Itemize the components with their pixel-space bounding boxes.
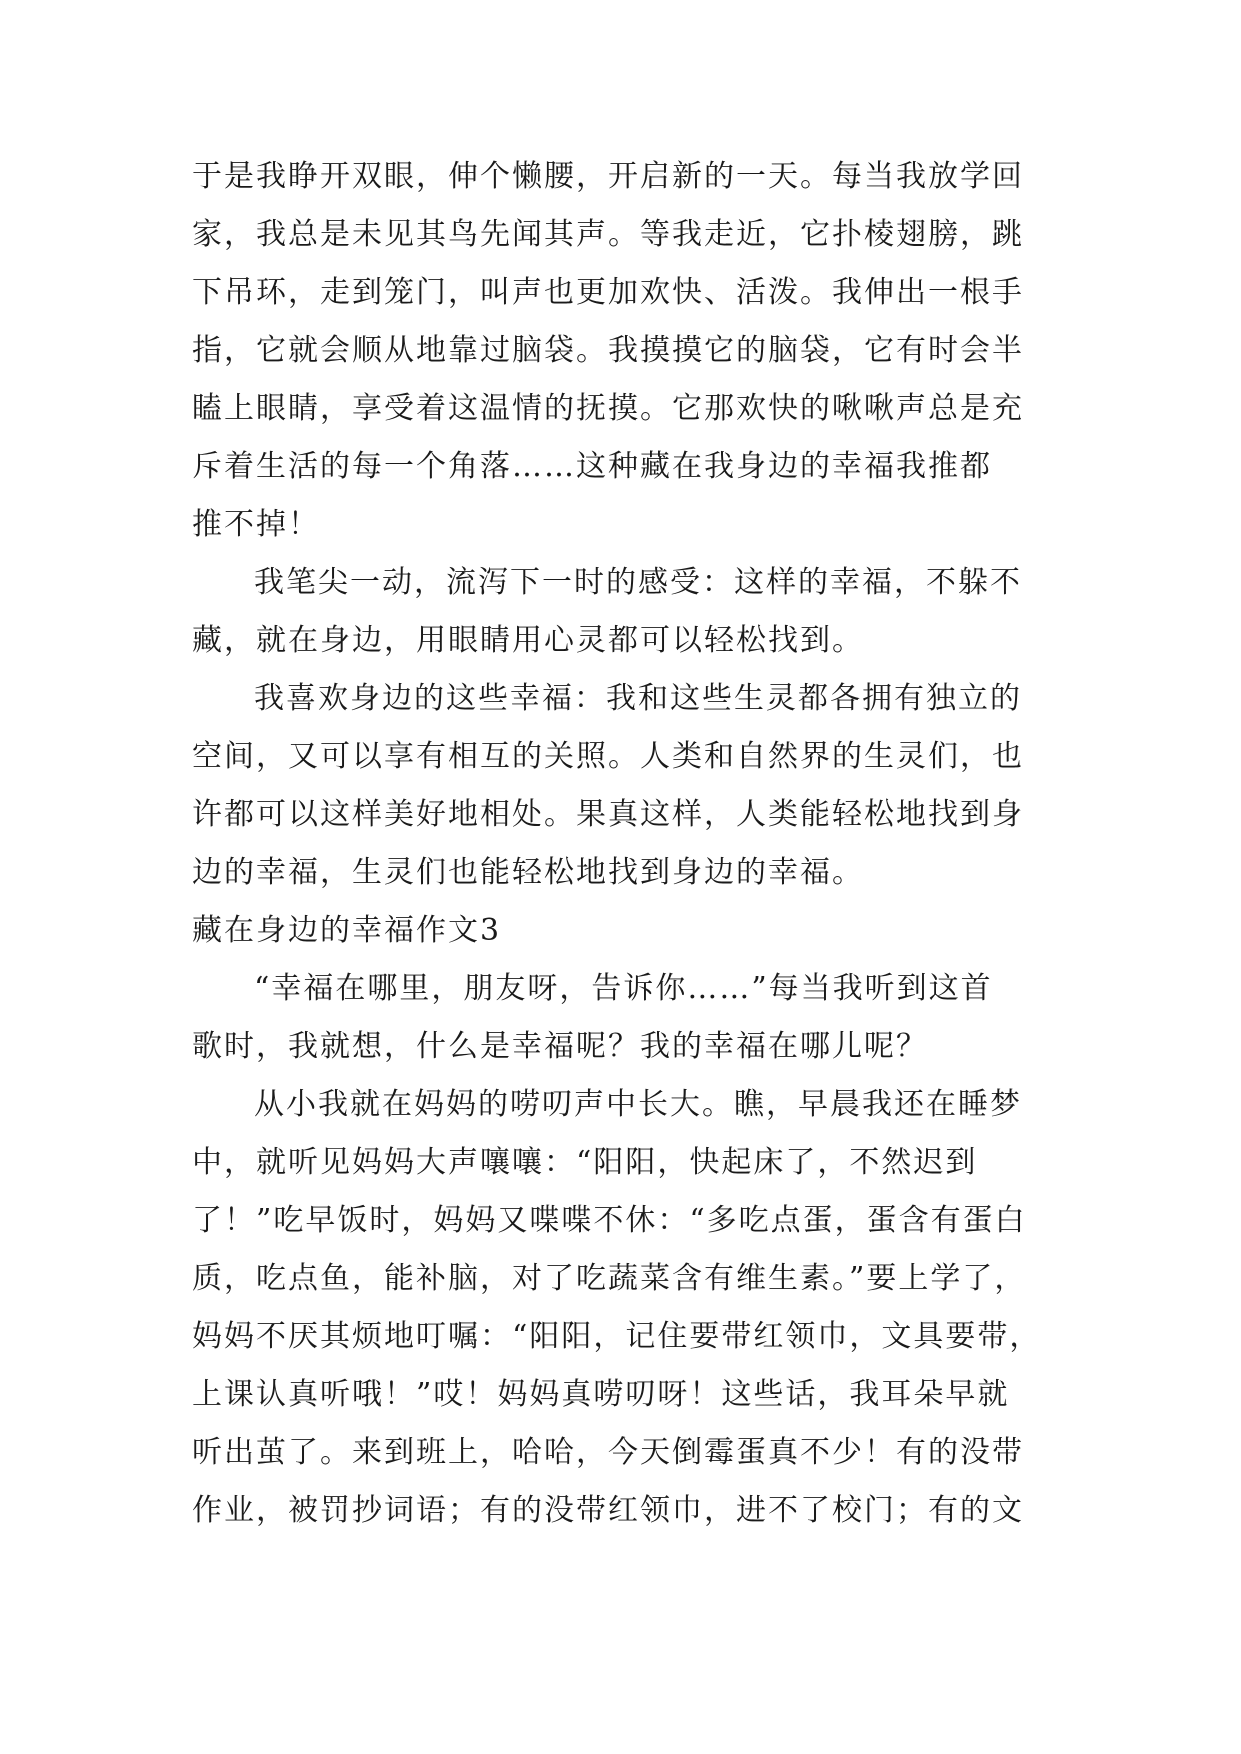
text-line: 从小我就在妈妈的唠叨声中长大。瞧，早晨我还在睡梦 <box>254 1087 1022 1122</box>
text-line: 于是我睁开双眼，伸个懒腰，开启新的一天。每当我放学回 <box>192 159 1024 194</box>
text-line: 我喜欢身边的这些幸福：我和这些生灵都各拥有独立的 <box>254 681 1022 716</box>
text-line: 空间，又可以享有相互的关照。人类和自然界的生灵们，也 <box>192 739 1024 774</box>
text-line: 听出茧了。来到班上，哈哈，今天倒霉蛋真不少！有的没带 <box>192 1435 1024 1470</box>
text-line: 家，我总是未见其鸟先闻其声。等我走近，它扑棱翅膀，跳 <box>192 217 1024 252</box>
text-line: 作业，被罚抄词语；有的没带红领巾，进不了校门；有的文 <box>192 1493 1024 1528</box>
text-line: 妈妈不厌其烦地叮嘱：“阳阳，记住要带红领巾，文具要带， <box>192 1319 1042 1354</box>
text-line: “幸福在哪里，朋友呀，告诉你……”每当我听到这首 <box>254 971 993 1006</box>
section-heading: 藏在身边的幸福作文3 <box>192 913 502 948</box>
text-line: 指，它就会顺从地靠过脑袋。我摸摸它的脑袋，它有时会半 <box>192 333 1024 368</box>
text-line: 中，就听见妈妈大声嚷嚷：“阳阳，快起床了，不然迟到 <box>192 1145 978 1180</box>
text-line: 许都可以这样美好地相处。果真这样，人类能轻松地找到身 <box>192 797 1024 832</box>
text-line: 下吊环，走到笼门，叫声也更加欢快、活泼。我伸出一根手 <box>192 275 1024 310</box>
text-line: 藏，就在身边，用眼睛用心灵都可以轻松找到。 <box>192 623 864 658</box>
document-body <box>192 148 1062 1540</box>
text-line: 我笔尖一动，流泻下一时的感受：这样的幸福，不躲不 <box>254 565 1022 600</box>
text-line: 质，吃点鱼，能补脑，对了吃蔬菜含有维生素。”要上学了， <box>192 1261 1027 1296</box>
text-line: 歌时，我就想，什么是幸福呢？我的幸福在哪儿呢？ <box>192 1029 928 1064</box>
text-line: 瞌上眼睛，享受着这温情的抚摸。它那欢快的啾啾声总是充 <box>192 391 1024 426</box>
text-line: 边的幸福，生灵们也能轻松地找到身边的幸福。 <box>192 855 864 890</box>
text-line: 了！”吃早饭时，妈妈又喋喋不休：“多吃点蛋，蛋含有蛋白 <box>192 1203 1027 1238</box>
text-line: 斥着生活的每一个角落……这种藏在我身边的幸福我推都 <box>192 449 992 484</box>
text-line: 上课认真听哦！”哎！妈妈真唠叨呀！这些话，我耳朵早就 <box>192 1377 1010 1412</box>
text-line: 推不掉！ <box>192 507 320 542</box>
